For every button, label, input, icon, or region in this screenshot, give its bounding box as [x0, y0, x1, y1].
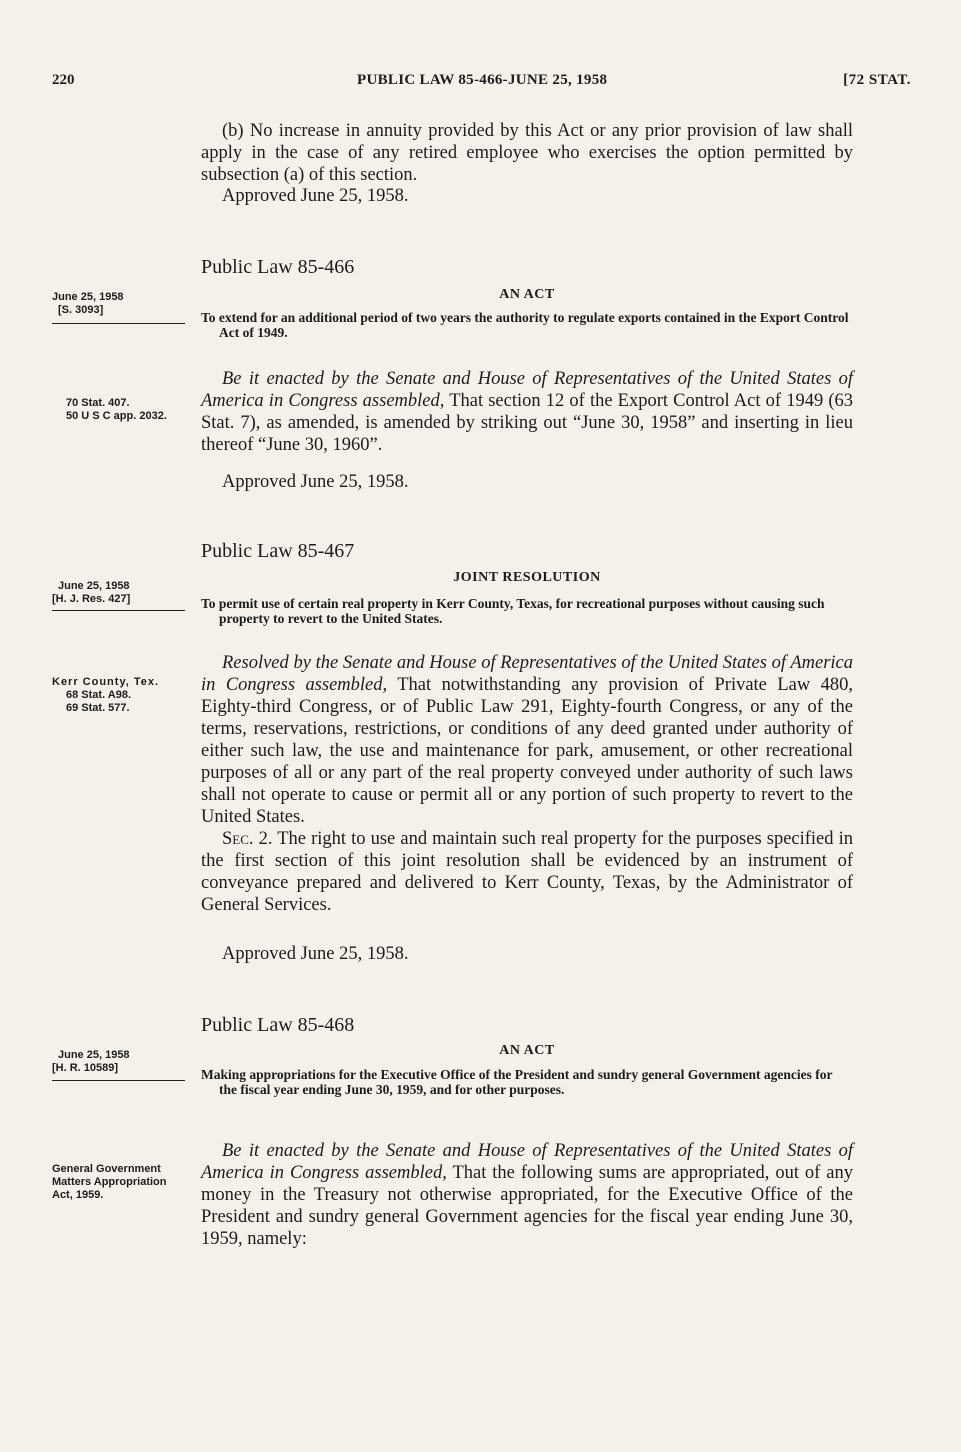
sidenote-cites-466: 70 Stat. 407. 50 U S C app. 2032.: [66, 397, 167, 422]
sidenote-place-467: Kerr County, Tex. 68 Stat. A98. 69 Stat. 577.: [52, 676, 160, 714]
sidenote-date-466: June 25, 1958 [S. 3093]: [52, 291, 124, 316]
sidenote-rule-468: [52, 1080, 185, 1081]
paragraph-b: (b) No increase in annuity provided by this Act or any prior provision of law shall apply in the case of any retired employee who exercises the option permitted by subsection (a) of this section.: [201, 121, 853, 185]
act-type-466: AN ACT: [499, 287, 555, 302]
sidenote-title-468: General Government Matters Appropriation Act, 1959.: [52, 1163, 167, 1201]
enacting-clause-468: Be it enacted by the Senate and House of Representatives of the United States of America in Congress assembled, That the following sums are appropriated, out of any money in the Treasury not otherwise appropriated, for the Executive Office of the President and sundry general Government agencies for the fiscal year ending June 30, 1959, namely:: [201, 1141, 853, 1249]
approved-line-466: Approved June 25, 1958.: [222, 472, 409, 492]
resolving-clause-467: Resolved by the Senate and House of Representatives of the United States of America in Congress assembled, That notwithstanding any provision of Private Law 480, Eighty-third Congress, or of Public Law 291, Eighty-fourth Congress, or any of the terms, reservations, restrictions, or conditions of any deed granted under authority of either such law, the use and maintenance for park, amusement, or other recreational purposes of all or any part of the real property conveyed under authority of such laws shall not operate to cause or permit all or any portion of such property to revert to the United States. Sec. 2. The right to use and maintain such real property for the purposes specified in the first section of this joint resolution shall be evidenced by an instrument of conveyance prepared and delivered to Kerr County, Texas, by the Administrator of General Services.: [201, 653, 853, 915]
approved-line-467: Approved June 25, 1958.: [222, 944, 409, 964]
sidenote-rule-466: [52, 323, 185, 324]
purpose-468: Making appropriations for the Executive Office of the President and sundry general Government agencies for the fiscal year ending June 30, 1959, and for other purposes.: [201, 1067, 833, 1097]
purpose-467: To permit use of certain real property in Kerr County, Texas, for recreational purposes without causing such property to revert to the United States.: [201, 596, 825, 626]
enacting-clause-466: Be it enacted by the Senate and House of Representatives of the United States of America in Congress assembled, That section 12 of the Export Control Act of 1949 (63 Stat. 7), as amended, is amended by striking out “June 30, 1958” and inserting in lieu thereof “June 30, 1960”.: [201, 369, 853, 455]
law-title-85-468: Public Law 85-468: [201, 1014, 355, 1036]
approved-line-top: Approved June 25, 1958.: [222, 186, 409, 206]
act-type-467: JOINT RESOLUTION: [453, 570, 601, 585]
sidenote-date-467: June 25, 1958 [H. J. Res. 427]: [52, 580, 131, 605]
purpose-466: To extend for an additional period of two years the authority to regulate exports contained in the Export Control Act of 1949.: [201, 310, 849, 340]
law-title-85-467: Public Law 85-467: [201, 540, 355, 562]
page-header: [52, 72, 911, 96]
volume-reference: [72 STAT.: [843, 72, 911, 88]
act-type-468: AN ACT: [499, 1043, 555, 1058]
law-title-85-466: Public Law 85-466: [201, 256, 355, 278]
sidenote-date-468: June 25, 1958 [H. R. 10589]: [52, 1049, 130, 1074]
sidenote-rule-467: [52, 610, 185, 611]
page-number: 220: [52, 72, 75, 88]
running-head: PUBLIC LAW 85-466-JUNE 25, 1958: [357, 72, 608, 88]
